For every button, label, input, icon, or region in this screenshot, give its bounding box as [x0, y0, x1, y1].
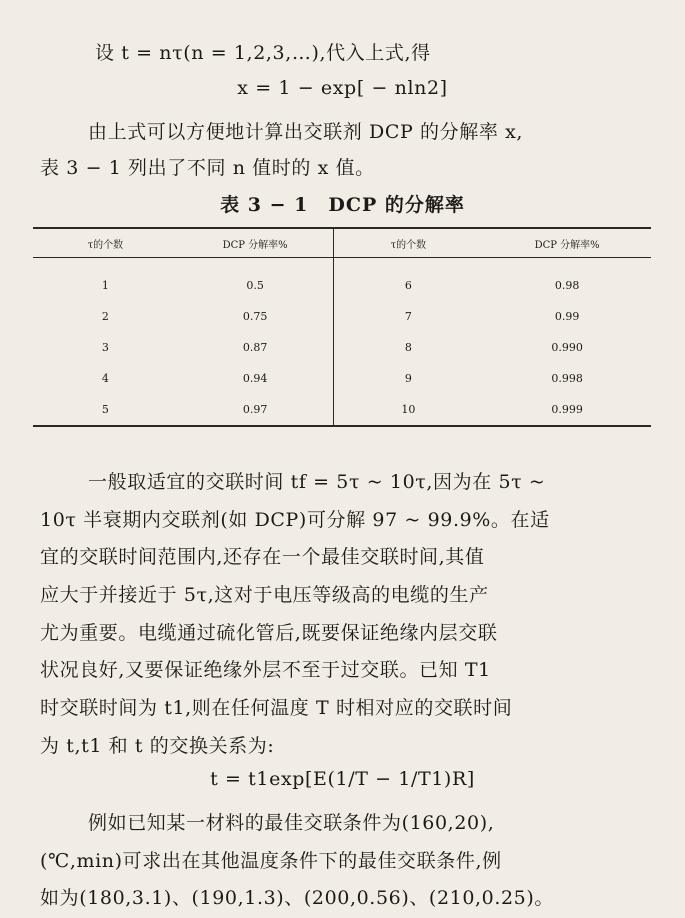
table-row: [33, 394, 651, 426]
table-cell: 1: [101, 278, 109, 292]
table-row: [33, 258, 651, 302]
table-cell: 0.97: [242, 403, 268, 416]
paragraph-line: 宜的交联时间范围内,还存在一个最佳交联时间,其值: [40, 546, 485, 568]
table-cell: 4: [101, 372, 109, 386]
table-cell: 7: [333, 301, 483, 332]
paragraph-line: 时交联时间为 t1,则在任何温度 T 时相对应的交联时间: [40, 697, 513, 719]
header-dcp-rate-2: DCP 分解率%: [483, 228, 651, 258]
table-cell: 6: [333, 258, 483, 302]
table-cell: 3: [101, 341, 109, 355]
paragraph-line: 如为(180,3.1)、(190,1.3)、(200,0.56)、(210,0.25)。: [40, 887, 554, 909]
table-cell: 0.99: [554, 310, 580, 324]
table-cell: 0.98: [554, 278, 580, 292]
formula-decomposition: x = 1 − exp[ − nln2]: [237, 77, 448, 99]
table-cell: 8: [333, 332, 483, 363]
header-dcp-rate-1: DCP 分解率%: [178, 228, 333, 258]
text-line-dcp-rate: 由上式可以方便地计算出交联剂 DCP 的分解率 x,: [88, 121, 524, 143]
table-cell: 0.87: [242, 341, 268, 355]
table-caption: 表 3 − 1 DCP 的分解率: [220, 194, 465, 216]
paragraph-line: 例如已知某一材料的最佳交联条件为(160,20),: [88, 812, 495, 834]
table-row: [33, 301, 651, 332]
text-line-table-intro: 表 3 − 1 列出了不同 n 值时的 x 值。: [40, 157, 375, 179]
table-cell: 0.75: [242, 310, 268, 324]
paragraph-line: 一般取适宜的交联时间 tf = 5τ ~ 10τ,因为在 5τ ~: [88, 471, 546, 493]
table-cell: 0.5: [246, 278, 264, 292]
table-cell: 0.999: [551, 403, 583, 416]
paragraph-line: 为 t,t1 和 t 的交换关系为:: [40, 735, 275, 757]
paragraph-line: (℃,min)可求出在其他温度条件下的最佳交联条件,例: [40, 850, 502, 872]
table-row: [33, 332, 651, 363]
table-cell: 0.990: [551, 341, 583, 355]
paragraph-line: 状况良好,又要保证绝缘外层不至于过交联。已知 T1: [40, 659, 491, 681]
table-cell: 2: [101, 310, 109, 324]
header-tau-count-1: τ的个数: [33, 228, 178, 258]
table-cell: 0.998: [551, 372, 583, 386]
text-line-substitution: 设 t = nτ(n = 1,2,3,…),代入上式,得: [95, 42, 431, 64]
table-cell: 10: [333, 394, 483, 426]
table-row: [33, 363, 651, 394]
paragraph-line: 应大于并接近于 5τ,这对于电压等级高的电缆的生产: [40, 584, 489, 606]
paragraph-line: 10τ 半衰期内交联剂(如 DCP)可分解 97 ~ 99.9%。在适: [40, 509, 550, 531]
table-header-row: [33, 228, 651, 258]
dcp-decomposition-table: [33, 227, 651, 427]
table-cell: 5: [101, 403, 109, 416]
table-cell: 9: [333, 363, 483, 394]
paragraph-line: 尤为重要。电缆通过硫化管后,既要保证绝缘内层交联: [40, 622, 498, 644]
formula-exchange-relation: t = t1exp[E(1/T − 1/T1)R]: [210, 768, 475, 790]
header-tau-count-2: τ的个数: [333, 228, 483, 258]
table-cell: 0.94: [242, 372, 268, 386]
